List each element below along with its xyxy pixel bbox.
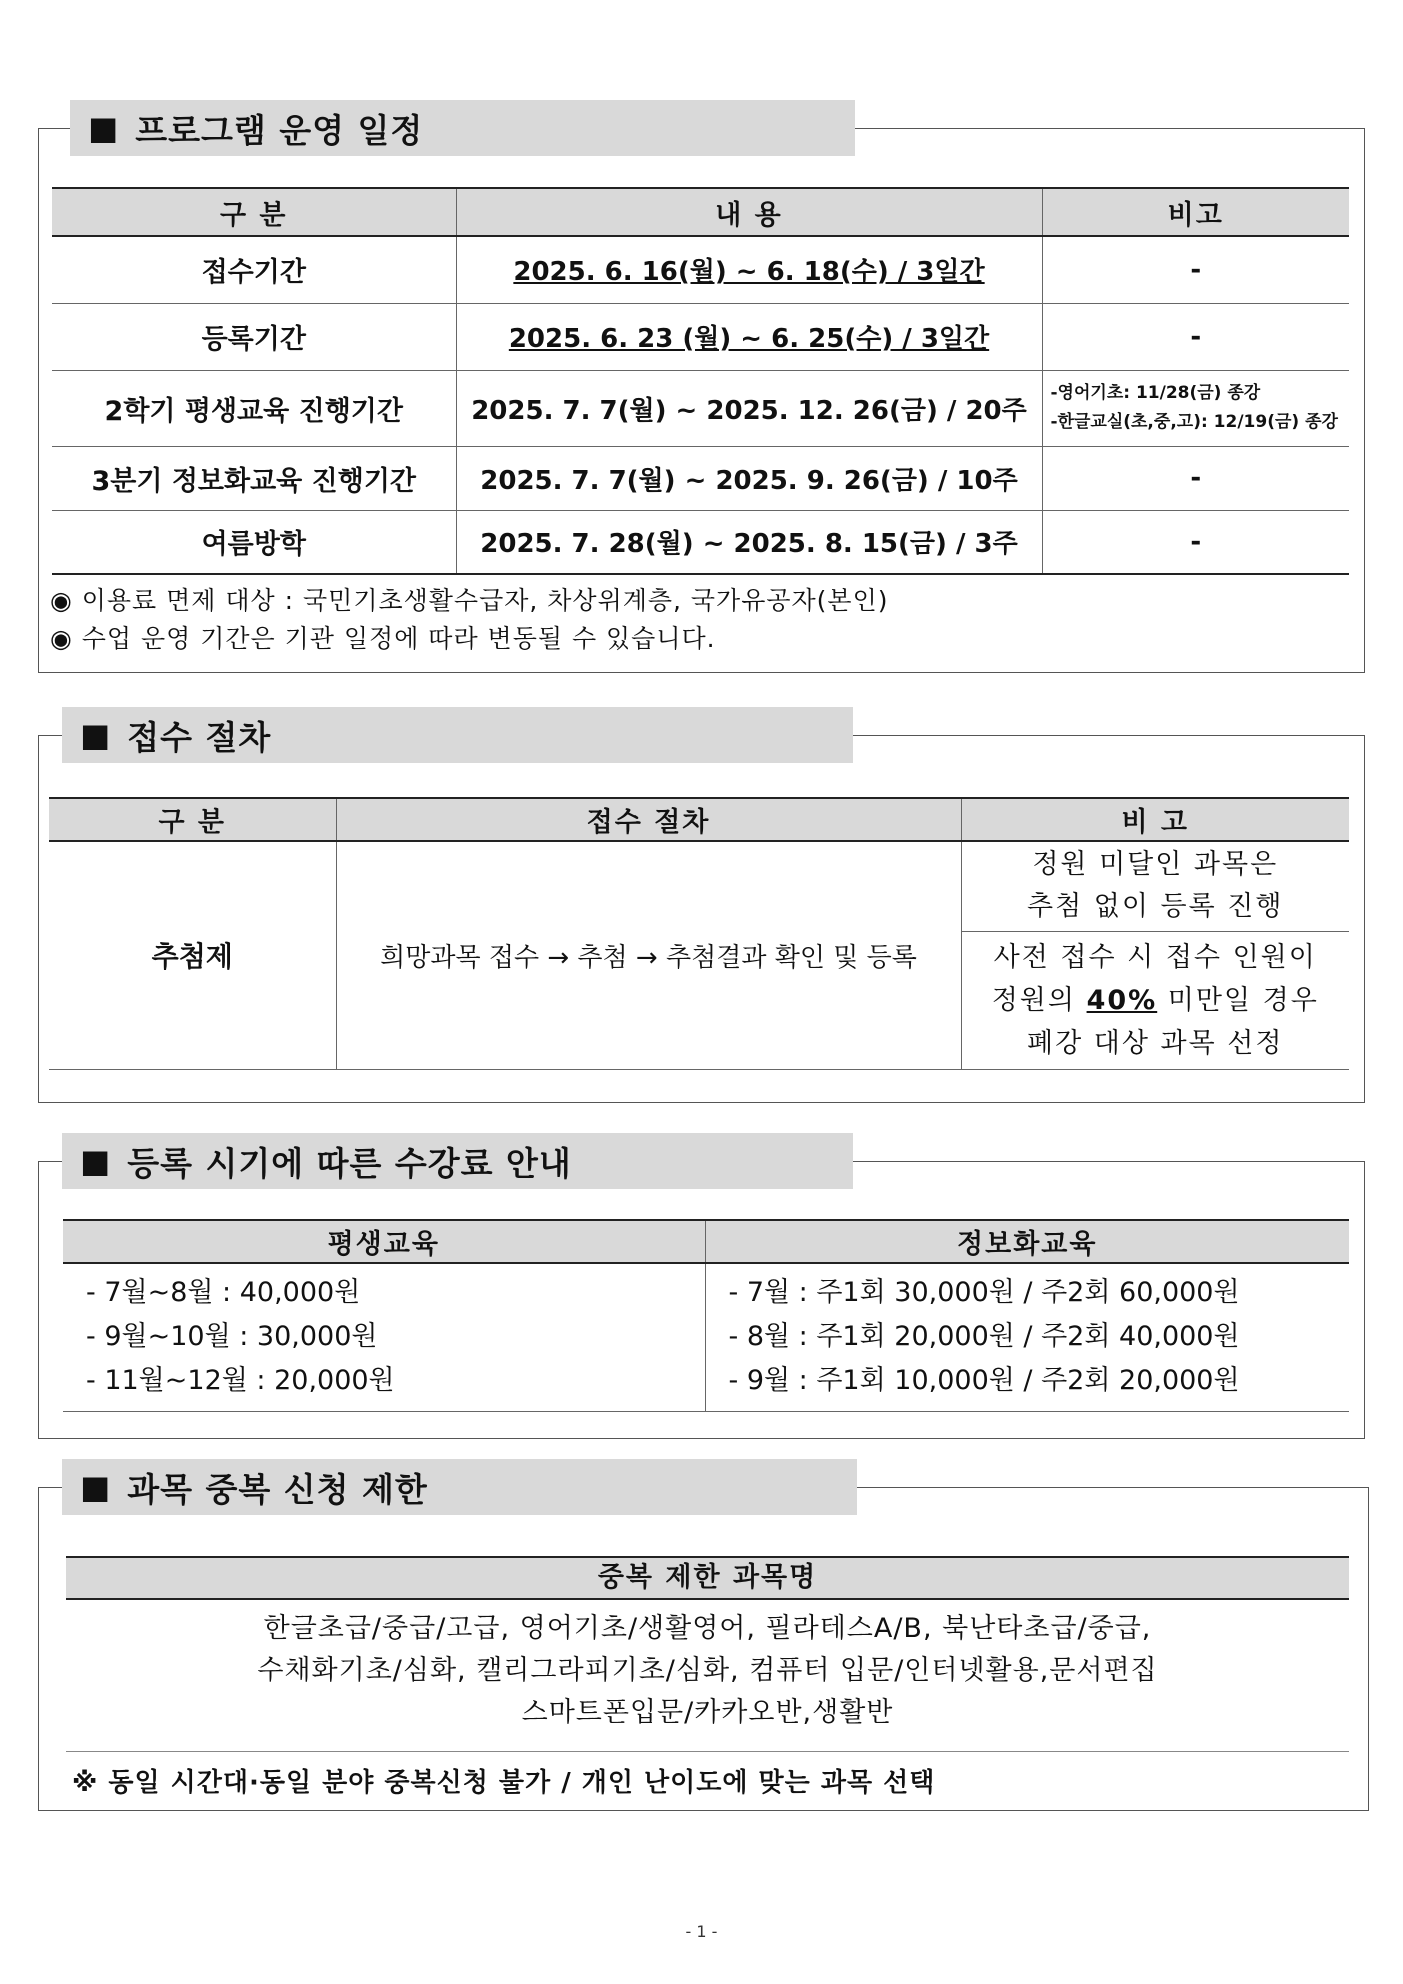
- subject-line: 수채화기초/심화, 캘리그라피기초/심화, 컴퓨터 입문/인터넷활용,문서편집: [257, 1655, 1158, 1686]
- restriction-divider: [66, 1751, 1349, 1752]
- fee-item: - 11월~12월 : 20,000원: [86, 1365, 395, 1397]
- fees-table: [63, 1219, 1349, 1412]
- restriction-subjects: [66, 1608, 1349, 1734]
- subject-line: 한글초급/중급/고급, 영어기초/생활영어, 필라테스A/B, 북난타초급/중급,: [263, 1613, 1152, 1644]
- remark-prefix: 정원의: [991, 984, 1087, 1016]
- remark-line: -한글교실(초,중,고): 12/19(금) 종강: [1050, 412, 1338, 432]
- fees-header-it: 정보화교육: [705, 1220, 1349, 1263]
- row-content: 2025. 6. 23 (월) ~ 6. 25(수) / 3일간: [456, 303, 1042, 370]
- procedure-steps: 희망과목 접수 → 추첨 → 추첨결과 확인 및 등록: [336, 841, 961, 1069]
- row-content: 2025. 7. 7(월) ~ 2025. 9. 26(금) / 10주: [456, 446, 1042, 510]
- row-label: 등록기간: [52, 303, 456, 370]
- row-label: 2학기 평생교육 진행기간: [52, 370, 456, 446]
- table-row: [52, 510, 1349, 574]
- table-row: [49, 841, 1349, 931]
- schedule-header-category: 구 분: [52, 188, 456, 236]
- row-label: 3분기 정보화교육 진행기간: [52, 446, 456, 510]
- remark-line: [963, 979, 1349, 1022]
- row-label: 여름방학: [52, 510, 456, 574]
- fee-item: - 9월 : 주1회 10,000원 / 주2회 20,000원: [728, 1365, 1240, 1397]
- subject-line: 스마트폰입문/카카오반,생활반: [521, 1697, 894, 1728]
- schedule-title-bar: [70, 100, 855, 156]
- table-row: [63, 1263, 1349, 1411]
- restriction-title-bar: [62, 1459, 857, 1515]
- schedule-header-remark: 비고: [1042, 188, 1349, 236]
- remark-line: 정원 미달인 과목은: [1032, 849, 1279, 881]
- table-row: [52, 370, 1349, 446]
- page-number: - 1 -: [685, 1922, 718, 1941]
- fees-it-cell: [705, 1263, 1349, 1411]
- row-remark: -: [1042, 446, 1349, 510]
- procedure-title: 접수 절차: [127, 717, 272, 757]
- square-bullet-icon: ■: [80, 716, 112, 754]
- fees-title-bar: [62, 1133, 853, 1189]
- fee-item: - 8월 : 주1회 20,000원 / 주2회 40,000원: [728, 1321, 1240, 1353]
- procedure-title-bar: [62, 707, 853, 763]
- restriction-footnote: ※ 동일 시간대·동일 분야 중복신청 불가 / 개인 난이도에 맞는 과목 선택: [72, 1768, 936, 1798]
- remark-percent: 40%: [1086, 984, 1158, 1016]
- fee-item: - 9월~10월 : 30,000원: [86, 1321, 378, 1353]
- fee-item: - 7월 : 주1회 30,000원 / 주2회 60,000원: [728, 1277, 1240, 1309]
- procedure-header-steps: 접수 절차: [336, 798, 961, 841]
- schedule-table: [52, 187, 1349, 575]
- remark-suffix: 미만일 경우: [1157, 984, 1319, 1016]
- schedule-note-fee-exemption: ◉ 이용료 면제 대상 : 국민기초생활수급자, 차상위계층, 국가유공자(본인): [50, 586, 889, 615]
- remark-line: 추첨 없이 등록 진행: [1027, 891, 1284, 923]
- row-remark: [1042, 370, 1349, 446]
- row-content: 2025. 7. 28(월) ~ 2025. 8. 15(금) / 3주: [456, 510, 1042, 574]
- procedure-remark-2: [961, 931, 1349, 1069]
- table-row: [52, 236, 1349, 303]
- square-bullet-icon: ■: [80, 1468, 112, 1506]
- remark-line: 폐강 대상 과목 선정: [1027, 1027, 1284, 1059]
- schedule-note-period-change: ◉ 수업 운영 기간은 기관 일정에 따라 변동될 수 있습니다.: [50, 624, 716, 653]
- procedure-header-category: 구 분: [49, 798, 336, 841]
- remark-line: 사전 접수 시 접수 인원이: [993, 941, 1317, 973]
- fees-title: 등록 시기에 따른 수강료 안내: [127, 1143, 572, 1183]
- square-bullet-icon: ■: [88, 109, 120, 147]
- table-row: [52, 303, 1349, 370]
- row-remark: -: [1042, 236, 1349, 303]
- procedure-type: 추첨제: [49, 841, 336, 1069]
- procedure-table: [49, 797, 1349, 1070]
- fees-lifelong-cell: [63, 1263, 705, 1411]
- row-content: 2025. 7. 7(월) ~ 2025. 12. 26(금) / 20주: [456, 370, 1042, 446]
- fees-header-lifelong: 평생교육: [63, 1220, 705, 1263]
- procedure-header-remark: 비 고: [961, 798, 1349, 841]
- schedule-title: 프로그램 운영 일정: [135, 110, 424, 150]
- schedule-header-content: 내 용: [456, 188, 1042, 236]
- fee-item: - 7월~8월 : 40,000원: [86, 1277, 361, 1309]
- row-content: 2025. 6. 16(월) ~ 6. 18(수) / 3일간: [456, 236, 1042, 303]
- square-bullet-icon: ■: [80, 1142, 112, 1180]
- row-label: 접수기간: [52, 236, 456, 303]
- restriction-title: 과목 중복 신청 제한: [127, 1469, 428, 1509]
- row-remark: -: [1042, 303, 1349, 370]
- procedure-remark-1: [961, 841, 1349, 931]
- remark-line: -영어기초: 11/28(금) 종강: [1050, 383, 1261, 403]
- row-remark: -: [1042, 510, 1349, 574]
- restriction-header: 중복 제한 과목명: [66, 1556, 1349, 1600]
- table-row: [52, 446, 1349, 510]
